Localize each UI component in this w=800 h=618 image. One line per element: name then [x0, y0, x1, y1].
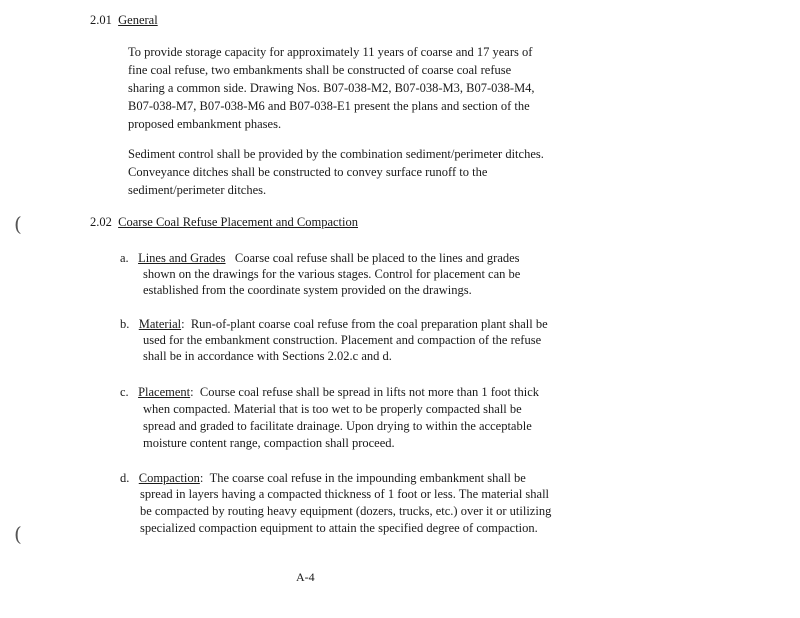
item-c-line: spread and graded to facilitate drainage. Upon drying to within the acceptable [143, 419, 532, 433]
item-b-line: b. Material: Run-of-plant coarse coal refuse from the coal preparation plant shall be [120, 317, 548, 331]
item-d-line: be compacted by routing heavy equipment (dozers, trucks, etc.) over it or utilizing [140, 504, 552, 518]
item-text: Coarse coal refuse shall be placed to the lines and grades [234, 251, 520, 265]
item-text: Run-of-plant coarse coal refuse from the coal preparation plant shall be [190, 317, 548, 331]
item-b-line: shall be in accordance with Sections 2.02.c and d. [143, 349, 392, 363]
item-a-line: established from the coordinate system provided on the drawings. [143, 283, 472, 297]
section-201-title: General [118, 13, 158, 27]
para2-line: Conveyance ditches shall be constructed to convey surface runoff to the [128, 165, 488, 179]
item-a-line [120, 250, 520, 267]
section-202-number: 2.02 [90, 215, 112, 229]
punch-hole-mark: ( [14, 522, 22, 546]
item-letter: a. [120, 251, 129, 265]
item-d-line: spread in layers having a compacted thickness of 1 foot or less. The material shall [140, 487, 550, 501]
para2-line: sediment/perimeter ditches. [128, 183, 267, 197]
punch-hole-mark: ( [14, 212, 22, 236]
item-d-line: d. Compaction: The coarse coal refuse in the impounding embankment shall be [120, 471, 526, 485]
item-d-line: specialized compaction equipment to attain the specified degree of compaction. [140, 521, 538, 535]
item-letter: d. [120, 471, 130, 485]
section-202-heading [90, 214, 358, 231]
item-c-line: c. Placement: Course coal refuse shall be spread in lifts not more than 1 foot thick [120, 385, 540, 399]
item-heading: Compaction [138, 471, 200, 485]
item-b-line: used for the embankment construction. Placement and compaction of the refuse [143, 333, 542, 347]
item-heading: Material [138, 317, 182, 331]
para1-line: B07-038-M7, B07-038-M6 and B07-038-E1 present the plans and section of the [128, 99, 530, 113]
para1-line: fine coal refuse, two embankments shall be constructed of coarse coal refuse [128, 63, 512, 77]
para1-line: sharing a common side. Drawing Nos. B07-038-M2, B07-038-M3, B07-038-M4, [128, 81, 535, 95]
page-number: A-4 [296, 570, 315, 584]
item-c-line: when compacted. Material that is too wet to be properly compacted shall be [143, 402, 522, 416]
item-heading: Placement [138, 385, 191, 399]
para2-line: Sediment control shall be provided by the combination sediment/perimeter ditches. [128, 147, 544, 161]
item-letter: b. [120, 317, 130, 331]
item-c-line: moisture content range, compaction shall proceed. [143, 436, 395, 450]
item-a-line: shown on the drawings for the various stages. Control for placement can be [143, 267, 521, 281]
item-letter: c. [120, 385, 129, 399]
section-202-title: Coarse Coal Refuse Placement and Compaction [118, 215, 358, 229]
item-heading: Lines and Grades [138, 251, 226, 265]
section-201-heading [90, 12, 158, 29]
para1-line: proposed embankment phases. [128, 117, 282, 131]
para1-line: To provide storage capacity for approximately 11 years of coarse and 17 years of [128, 45, 533, 59]
section-201-number: 2.01 [90, 13, 112, 27]
item-text: The coarse coal refuse in the impounding embankment shall be [209, 471, 526, 485]
item-text: Course coal refuse shall be spread in lifts not more than 1 foot thick [199, 385, 540, 399]
